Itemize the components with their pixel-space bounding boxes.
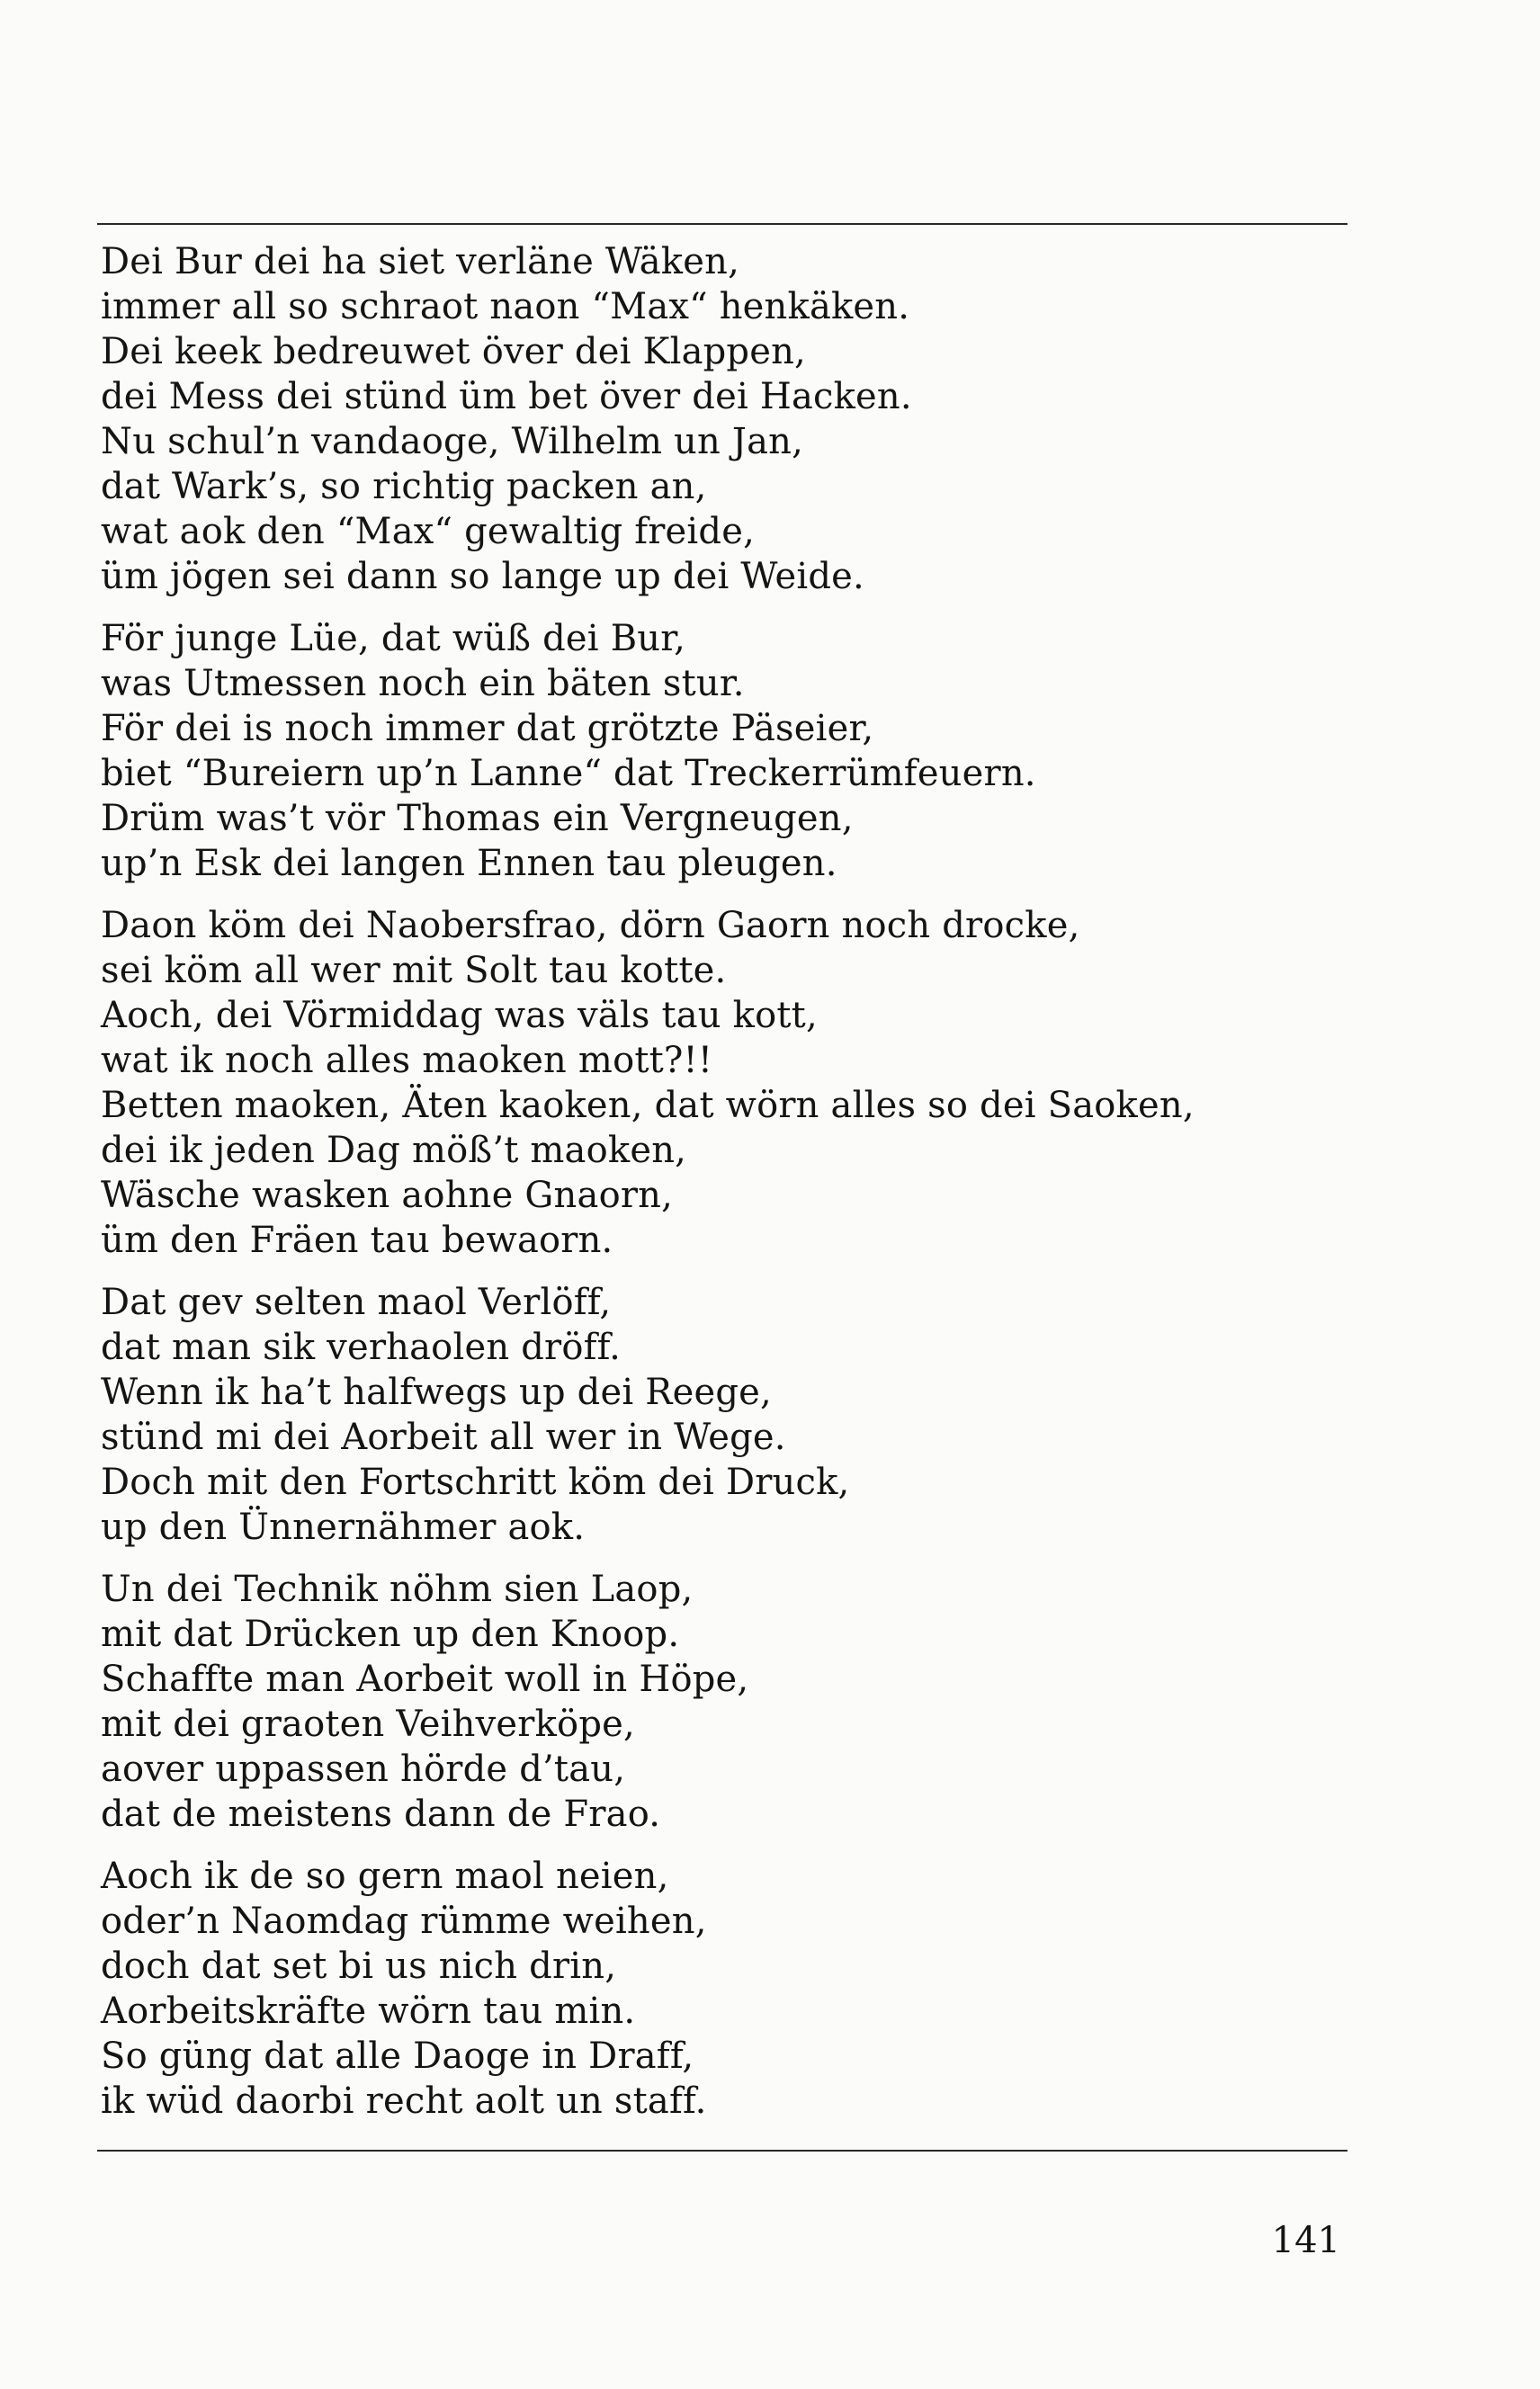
poem-line: Aorbeitskräfte wörn tau min. (101, 1991, 636, 2032)
poem-line: Drüm was’t vör Thomas ein Vergneugen, (101, 798, 854, 839)
poem-line: stünd mi dei Aorbeit all wer in Wege. (101, 1417, 786, 1458)
poem-line: Wäsche wasken aohne Gnaorn, (101, 1175, 674, 1216)
poem-line: Dat gev selten maol Verlöff, (101, 1282, 612, 1323)
top-rule (97, 223, 1348, 225)
poem-line: Un dei Technik nöhm sien Laop, (101, 1569, 694, 1610)
poem-line: üm den Fräen tau bewaorn. (101, 1220, 613, 1261)
poem-line: Wenn ik ha’t halfwegs up dei Reege, (101, 1372, 772, 1413)
poem-line: dat de meistens dann de Frao. (101, 1794, 661, 1835)
stanza-3 (101, 903, 1396, 1263)
poem-line: aover uppassen hörde d’tau, (101, 1749, 626, 1790)
bottom-rule (97, 2150, 1348, 2152)
poem-line: wat aok den “Max“ gewaltig freide, (101, 511, 756, 552)
poem-line: üm jögen sei dann so lange up dei Weide. (101, 556, 864, 597)
poem-line: Doch mit den Fortschritt köm dei Druck, (101, 1462, 850, 1503)
stanza-2 (101, 616, 1396, 886)
poem-line: För junge Lüe, dat wüß dei Bur, (101, 618, 686, 659)
poem-line: ik wüd daorbi recht aolt un staff. (101, 2080, 707, 2122)
poem-line: Dei Bur dei ha siet verläne Wäken, (101, 241, 739, 282)
poem-line: up’n Esk dei langen Ennen tau pleugen. (101, 843, 837, 884)
poem-line: För dei is noch immer dat grötzte Päseier, (101, 708, 874, 749)
poem-line: oder’n Naomdag rümme weihen, (101, 1901, 707, 1942)
poem-line: biet “Bureiern up’n Lanne“ dat Treckerrümfeuern. (101, 753, 1036, 794)
poem-line: mit dat Drücken up den Knoop. (101, 1614, 680, 1655)
poem-line: dat man sik verhaolen dröff. (101, 1327, 622, 1368)
stanza-1 (101, 239, 1396, 599)
poem-line: Aoch, dei Vörmiddag was väls tau kott, (101, 995, 818, 1036)
page-number: 141 (1271, 2220, 1340, 2261)
poem-line: Betten maoken, Äten kaoken, dat wörn alles so dei Saoken, (101, 1085, 1195, 1126)
poem-line: dei ik jeden Dag möß’t maoken, (101, 1130, 687, 1171)
poem-line: So güng dat alle Daoge in Draff, (101, 2036, 694, 2077)
stanza-6 (101, 1854, 1396, 2124)
poem-line: mit dei graoten Veihverköpe, (101, 1704, 635, 1745)
poem-line: up den Ünnernähmer aok. (101, 1507, 586, 1548)
poem-line: dei Mess dei stünd üm bet över dei Hacken. (101, 376, 912, 417)
poem-line: sei köm all wer mit Solt tau kotte. (101, 950, 727, 991)
poem-line: Daon köm dei Naobersfrao, dörn Gaorn noch drocke, (101, 905, 1080, 946)
poem-line: Nu schul’n vandaoge, Wilhelm un Jan, (101, 421, 804, 462)
poem-line: dat Wark’s, so richtig packen an, (101, 466, 707, 507)
poem-line: Aoch ik de so gern maol neien, (101, 1856, 669, 1897)
poem-line: doch dat set bi us nich drin, (101, 1946, 617, 1987)
poem (101, 239, 1396, 2141)
poem-line: Schaffte man Aorbeit woll in Höpe, (101, 1659, 749, 1700)
stanza-4 (101, 1280, 1396, 1550)
poem-line: wat ik noch alles maoken mott?!! (101, 1040, 713, 1081)
poem-line: immer all so schraot naon “Max“ henkäken. (101, 286, 910, 327)
stanza-5 (101, 1567, 1396, 1837)
poem-line: was Utmessen noch ein bäten stur. (101, 663, 745, 704)
poem-line: Dei keek bedreuwet över dei Klappen, (101, 331, 806, 372)
